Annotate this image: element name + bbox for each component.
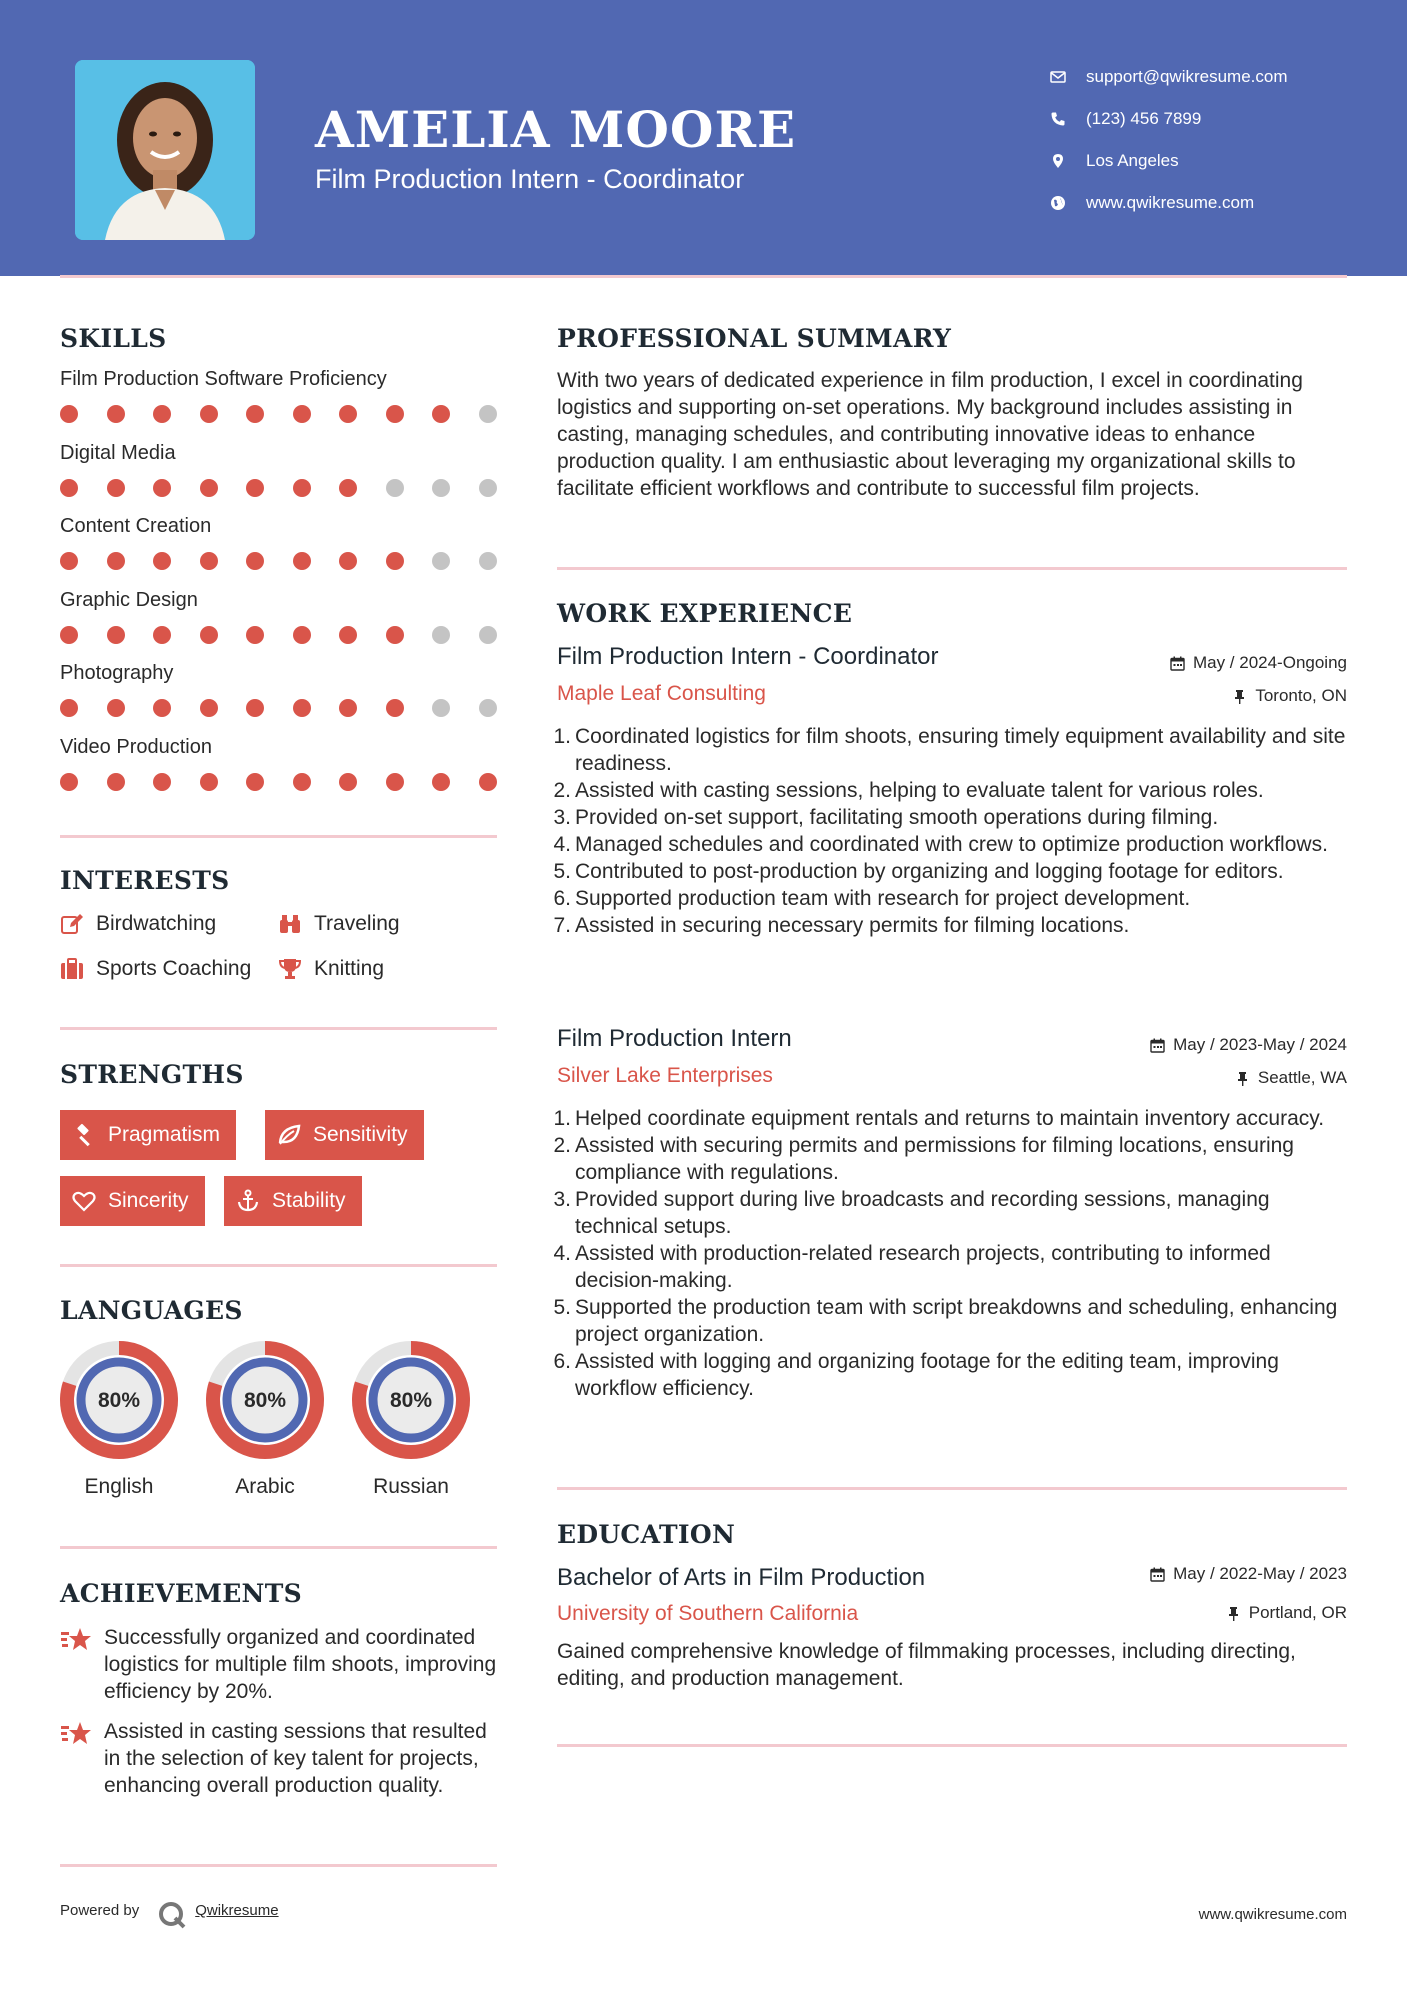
job-bullet bbox=[551, 1132, 1351, 1186]
candidate-name: AMELIA MOORE bbox=[315, 100, 797, 159]
rating-dot-filled bbox=[107, 699, 125, 717]
strength-label: Sensitivity bbox=[313, 1123, 408, 1146]
strength-label: Stability bbox=[272, 1189, 346, 1212]
bullet-text: Supported production team with research for project development. bbox=[575, 887, 1191, 910]
gavel-icon bbox=[72, 1123, 96, 1147]
strengths-divider bbox=[60, 1264, 497, 1267]
job-title: Film Production Intern bbox=[557, 1025, 792, 1052]
rating-dot-empty bbox=[479, 405, 497, 423]
header-divider bbox=[60, 275, 1347, 278]
job-title: Film Production Intern - Coordinator bbox=[557, 643, 939, 670]
bullet-text: Helped coordinate equipment rentals and returns to maintain inventory accuracy. bbox=[575, 1107, 1325, 1130]
language-name: Russian bbox=[373, 1475, 449, 1498]
rating-dot-filled bbox=[246, 773, 264, 791]
heart-icon bbox=[72, 1189, 96, 1213]
language-name: Arabic bbox=[235, 1475, 295, 1498]
rating-dot-filled bbox=[293, 405, 311, 423]
skills-divider bbox=[60, 835, 497, 838]
job-bullet bbox=[551, 1186, 1351, 1240]
achievement-text: Assisted in casting sessions that resulted in the selection of key talent for projects, enhancing overall production quality. bbox=[104, 1720, 487, 1797]
contact-list bbox=[1050, 56, 1288, 224]
calendar-icon bbox=[1150, 1038, 1165, 1053]
rating-dot-empty bbox=[432, 479, 450, 497]
rating-dot-filled bbox=[153, 626, 171, 644]
experience-heading: WORK EXPERIENCE bbox=[557, 599, 853, 628]
language-percent: 80% bbox=[243, 1389, 287, 1412]
rating-dot-filled bbox=[200, 479, 218, 497]
skills-heading: SKILLS bbox=[60, 324, 167, 353]
profile-photo bbox=[75, 60, 255, 240]
bullet-number: 5. bbox=[553, 860, 571, 883]
contact-location-text: Los Angeles bbox=[1086, 151, 1179, 170]
bullet-text: Coordinated logistics for film shoots, ensuring timely equipment availability and site readiness. bbox=[575, 725, 1346, 775]
job-bullet bbox=[551, 1240, 1351, 1294]
contact-email[interactable] bbox=[1050, 56, 1288, 98]
pushpin-icon bbox=[1226, 1606, 1241, 1621]
rating-dot-filled bbox=[246, 479, 264, 497]
job-bullets bbox=[551, 723, 1351, 939]
rating-dot-filled bbox=[200, 552, 218, 570]
calendar-icon bbox=[1150, 1567, 1165, 1582]
bullet-text: Assisted with securing permits and permissions for filming locations, ensuring compliance with regulations. bbox=[575, 1134, 1294, 1184]
rating-dot-filled bbox=[153, 552, 171, 570]
rating-dot-filled bbox=[153, 773, 171, 791]
bullet-text: Assisted with casting sessions, helping to evaluate talent for various roles. bbox=[575, 779, 1264, 802]
bullet-text: Supported the production team with script breakdowns and scheduling, enhancing project organization. bbox=[575, 1296, 1338, 1346]
pushpin-icon bbox=[1232, 689, 1247, 704]
education-location bbox=[1226, 1603, 1347, 1623]
skill-label: Photography bbox=[60, 662, 174, 684]
education-degree: Bachelor of Arts in Film Production bbox=[557, 1564, 926, 1591]
achievements-divider bbox=[60, 1864, 497, 1867]
job-location-text: Seattle, WA bbox=[1257, 1068, 1347, 1087]
job-bullet bbox=[551, 1348, 1351, 1402]
rating-dot-filled bbox=[60, 626, 78, 644]
rating-dot-filled bbox=[339, 773, 357, 791]
edit-icon bbox=[60, 912, 84, 936]
bullet-text: Assisted with production-related research projects, contributing to informed decision-making. bbox=[575, 1242, 1271, 1292]
job-location bbox=[1232, 686, 1347, 706]
contact-email-text: support@qwikresume.com bbox=[1086, 67, 1288, 86]
languages-divider bbox=[60, 1546, 497, 1549]
strengths-heading: STRENGTHS bbox=[60, 1060, 244, 1089]
rating-dot-filled bbox=[386, 626, 404, 644]
rating-dot-filled bbox=[60, 773, 78, 791]
strength-tag bbox=[265, 1110, 424, 1160]
interest-item bbox=[278, 912, 400, 936]
leaf-icon bbox=[277, 1123, 301, 1147]
job-bullets bbox=[551, 1105, 1351, 1402]
job-bullet bbox=[551, 858, 1351, 885]
job-company: Silver Lake Enterprises bbox=[557, 1064, 773, 1087]
rating-dot-filled bbox=[107, 405, 125, 423]
achievement-item bbox=[60, 1718, 500, 1799]
interest-item bbox=[278, 957, 384, 981]
bullet-number: 4. bbox=[553, 833, 571, 856]
rating-dot-empty bbox=[386, 479, 404, 497]
achievements-heading: ACHIEVEMENTS bbox=[60, 1579, 302, 1608]
achievement-text: Successfully organized and coordinated logistics for multiple film shoots, improving efficiency by 20%. bbox=[104, 1626, 497, 1703]
skill-label: Digital Media bbox=[60, 441, 176, 464]
bullet-number: 2. bbox=[553, 779, 571, 802]
star-medal-icon bbox=[60, 1720, 92, 1748]
map-pin-icon bbox=[1050, 152, 1086, 170]
phone-icon bbox=[1050, 110, 1086, 128]
contact-phone[interactable] bbox=[1050, 98, 1288, 140]
bullet-text: Contributed to post-production by organizing and logging footage for editors. bbox=[575, 860, 1284, 883]
interest-label: Traveling bbox=[314, 912, 400, 935]
bullet-number: 3. bbox=[553, 806, 571, 829]
qwikresume-link[interactable]: Qwikresume bbox=[195, 1902, 279, 1919]
rating-dot-filled bbox=[153, 405, 171, 423]
candidate-role: Film Production Intern - Coordinator bbox=[315, 164, 745, 194]
rating-dot-filled bbox=[60, 405, 78, 423]
rating-dot-filled bbox=[293, 552, 311, 570]
summary-divider bbox=[557, 567, 1347, 570]
strength-label: Pragmatism bbox=[108, 1123, 221, 1146]
rating-dot-filled bbox=[107, 479, 125, 497]
rating-dot-filled bbox=[153, 479, 171, 497]
strength-tag bbox=[60, 1110, 236, 1160]
rating-dot-filled bbox=[293, 626, 311, 644]
contact-website[interactable] bbox=[1050, 182, 1288, 224]
rating-dot-filled bbox=[339, 552, 357, 570]
qwikresume-logo-icon bbox=[157, 1900, 187, 1930]
language-percent: 80% bbox=[389, 1389, 433, 1412]
rating-dot-filled bbox=[60, 479, 78, 497]
strength-tag bbox=[224, 1176, 362, 1226]
skill-label: Film Production Software Proficiency bbox=[60, 368, 387, 390]
bullet-number: 3. bbox=[553, 1188, 571, 1211]
rating-dot-filled bbox=[60, 552, 78, 570]
contact-phone-text: (123) 456 7899 bbox=[1086, 109, 1202, 128]
interest-item bbox=[60, 912, 216, 936]
bullet-number: 2. bbox=[553, 1134, 571, 1157]
job-bullet bbox=[551, 885, 1351, 912]
bullet-number: 1. bbox=[553, 725, 571, 748]
interests-divider bbox=[60, 1027, 497, 1030]
star-medal-icon bbox=[60, 1626, 92, 1654]
bullet-number: 6. bbox=[553, 1350, 571, 1373]
skill-label: Video Production bbox=[60, 735, 212, 758]
job-company: Maple Leaf Consulting bbox=[557, 682, 766, 705]
rating-dot-filled bbox=[107, 773, 125, 791]
bullet-text: Assisted with logging and organizing footage for the editing team, improving workflow efficiency. bbox=[575, 1350, 1279, 1400]
rating-dot-empty bbox=[479, 699, 497, 717]
rating-dot-filled bbox=[200, 773, 218, 791]
rating-dot-filled bbox=[339, 405, 357, 423]
language-ring bbox=[205, 1340, 325, 1460]
interests-heading: INTERESTS bbox=[60, 866, 230, 895]
job-bullet bbox=[551, 1294, 1351, 1348]
interest-label: Sports Coaching bbox=[96, 957, 252, 980]
rating-dot-filled bbox=[386, 405, 404, 423]
education-location-text: Portland, OR bbox=[1248, 1603, 1347, 1622]
language-ring bbox=[59, 1340, 179, 1460]
education-description: Gained comprehensive knowledge of filmmaking processes, including directing, editing, and production management. bbox=[557, 1640, 1296, 1690]
job-bullet bbox=[551, 831, 1351, 858]
bullet-number: 7. bbox=[553, 914, 571, 937]
education-dates-text: May / 2022-May / 2023 bbox=[1173, 1564, 1347, 1583]
rating-dot-filled bbox=[432, 405, 450, 423]
language-name: English bbox=[84, 1475, 154, 1498]
rating-dot-filled bbox=[246, 699, 264, 717]
calendar-icon bbox=[1170, 656, 1185, 671]
job-bullet bbox=[551, 1105, 1351, 1132]
bullet-number: 5. bbox=[553, 1296, 571, 1319]
experience-divider bbox=[557, 1487, 1347, 1490]
briefcase-icon bbox=[60, 957, 84, 981]
bullet-number: 6. bbox=[553, 887, 571, 910]
interest-label: Birdwatching bbox=[96, 912, 217, 935]
rating-dot-filled bbox=[246, 405, 264, 423]
rating-dot-filled bbox=[479, 773, 497, 791]
rating-dot-filled bbox=[386, 773, 404, 791]
rating-dot-empty bbox=[432, 626, 450, 644]
rating-dot-filled bbox=[200, 699, 218, 717]
rating-dot-filled bbox=[293, 773, 311, 791]
education-heading: EDUCATION bbox=[557, 1520, 736, 1549]
rating-dot-filled bbox=[339, 626, 357, 644]
rating-dot-filled bbox=[200, 405, 218, 423]
contact-website-text: www.qwikresume.com bbox=[1086, 193, 1255, 212]
language-ring bbox=[351, 1340, 471, 1460]
bullet-number: 1. bbox=[553, 1107, 571, 1130]
anchor-icon bbox=[236, 1189, 260, 1213]
job-bullet bbox=[551, 804, 1351, 831]
rating-dot-filled bbox=[153, 699, 171, 717]
avatar-image-icon bbox=[75, 60, 255, 240]
job-bullet bbox=[551, 723, 1351, 777]
rating-dot-empty bbox=[479, 552, 497, 570]
education-divider bbox=[557, 1744, 1347, 1747]
rating-dot-filled bbox=[339, 699, 357, 717]
education-school: University of Southern California bbox=[557, 1602, 859, 1625]
rating-dot-empty bbox=[432, 552, 450, 570]
rating-dot-filled bbox=[246, 552, 264, 570]
bullet-number: 4. bbox=[553, 1242, 571, 1265]
interest-label: Knitting bbox=[314, 957, 385, 980]
header-banner bbox=[0, 0, 1407, 276]
footer-website[interactable]: www.qwikresume.com bbox=[1198, 1906, 1347, 1923]
bullet-text: Assisted in securing necessary permits for filming locations. bbox=[575, 914, 1130, 937]
bullet-text: Provided support during live broadcasts and recording sessions, managing technical setups. bbox=[575, 1188, 1270, 1238]
binoculars-icon bbox=[278, 912, 302, 936]
job-bullet bbox=[551, 777, 1351, 804]
education-dates bbox=[1150, 1564, 1347, 1584]
strength-tag bbox=[60, 1176, 205, 1226]
rating-dot-filled bbox=[246, 626, 264, 644]
rating-dot-filled bbox=[107, 552, 125, 570]
languages-heading: LANGUAGES bbox=[60, 1296, 243, 1325]
summary-text: With two years of dedicated experience in film production, I excel in coordinating logistics and supporting on-set operations. My background includes assisting in casting, managing schedules, and contributing innovative ideas to enhance production quality. I am enthusiastic about leveraging my organizational skills to facilitate efficient workflows and contribute to successful film projects. bbox=[557, 369, 1303, 500]
language-percent: 80% bbox=[97, 1389, 141, 1412]
rating-dot-empty bbox=[432, 699, 450, 717]
interest-item bbox=[60, 957, 251, 981]
globe-icon bbox=[1050, 194, 1086, 212]
envelope-icon bbox=[1050, 68, 1086, 86]
contact-location bbox=[1050, 140, 1288, 182]
bullet-text: Managed schedules and coordinated with crew to optimize production workflows. bbox=[575, 833, 1328, 856]
rating-dot-filled bbox=[339, 479, 357, 497]
job-dates-text: May / 2024-Ongoing bbox=[1192, 653, 1347, 672]
summary-heading: PROFESSIONAL SUMMARY bbox=[557, 324, 952, 353]
skill-label: Content Creation bbox=[60, 515, 212, 537]
pushpin-icon bbox=[1235, 1071, 1250, 1086]
bullet-text: Provided on-set support, facilitating smooth operations during filming. bbox=[575, 806, 1219, 829]
powered-by-text: Powered by bbox=[60, 1902, 140, 1919]
trophy-icon bbox=[278, 957, 302, 981]
job-location bbox=[1235, 1068, 1347, 1088]
job-bullet bbox=[551, 912, 1351, 939]
rating-dot-filled bbox=[200, 626, 218, 644]
rating-dot-filled bbox=[293, 479, 311, 497]
job-dates bbox=[1150, 1035, 1347, 1055]
rating-dot-filled bbox=[386, 552, 404, 570]
rating-dot-filled bbox=[386, 699, 404, 717]
rating-dot-empty bbox=[479, 626, 497, 644]
rating-dot-filled bbox=[293, 699, 311, 717]
rating-dot-filled bbox=[107, 626, 125, 644]
strength-label: Sincerity bbox=[108, 1189, 189, 1212]
achievement-item bbox=[60, 1624, 500, 1705]
job-dates-text: May / 2023-May / 2024 bbox=[1173, 1035, 1347, 1054]
job-location-text: Toronto, ON bbox=[1255, 686, 1347, 705]
rating-dot-filled bbox=[432, 773, 450, 791]
rating-dot-filled bbox=[60, 699, 78, 717]
job-dates bbox=[1170, 653, 1347, 673]
rating-dot-empty bbox=[479, 479, 497, 497]
skill-label: Graphic Design bbox=[60, 588, 198, 611]
